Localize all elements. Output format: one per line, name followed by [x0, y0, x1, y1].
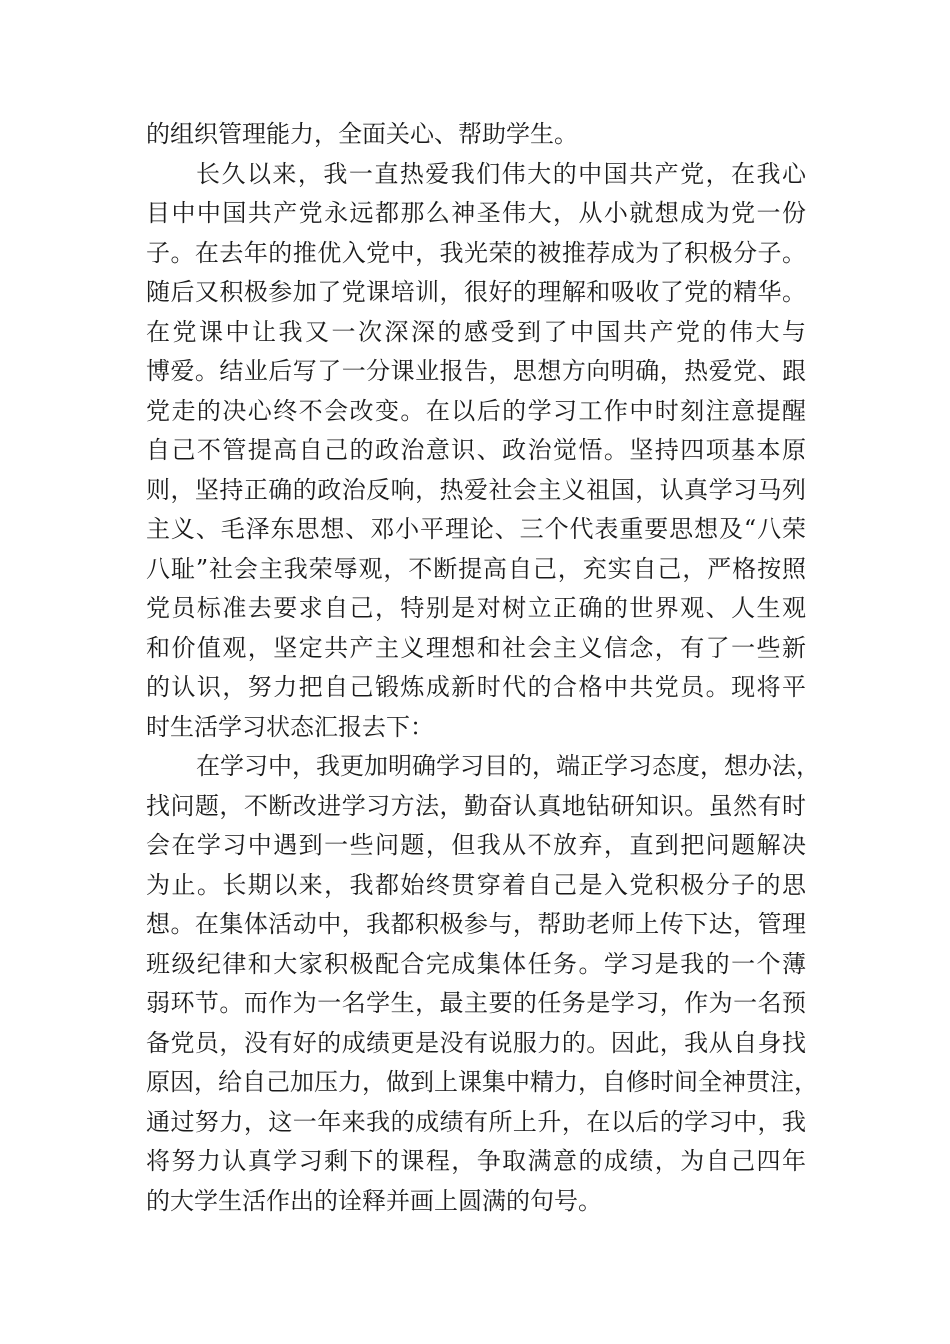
text-line: 会在学习中遇到一些问题，但我从不放弃，直到把问题解决 — [146, 831, 806, 859]
text-line: 弱环节。而作为一名学生，最主要的任务是学习，作为一名预 — [146, 989, 806, 1017]
text-line: 党员标准去要求自己，特别是对树立正确的世界观、人生观 — [146, 594, 806, 622]
text-line: 目中中国共产党永远都那么神圣伟大，从小就想成为党一份 — [146, 199, 806, 227]
text-line: 的认识，努力把自己锻炼成新时代的合格中共党员。现将平 — [146, 673, 806, 701]
text-line: 找问题，不断改进学习方法，勤奋认真地钻研知识。虽然有时 — [146, 791, 806, 820]
text-line: 在党课中让我又一次深深的感受到了中国共产党的伟大与 — [146, 317, 806, 346]
text-line: 则，坚持正确的政治反响，热爱社会主义祖国，认真学习马列 — [146, 475, 806, 504]
text-line: 想。在集体活动中，我都积极参与，帮助老师上传下达，管理 — [146, 910, 806, 938]
text-line: 原因，给自己加压力，做到上课集中精力，自修时间全神贯注， — [146, 1068, 818, 1096]
text-line: 的大学生活作出的诠释并画上圆满的句号。 — [146, 1186, 602, 1215]
text-line: 在学习中，我更加明确学习目的，端正学习态度，想办法， — [196, 752, 820, 780]
text-line: 长久以来，我一直热爱我们伟大的中国共产党，在我心 — [196, 159, 806, 188]
text-line: 子。在去年的推优入党中，我光荣的被推荐成为了积极分子。 — [146, 238, 806, 267]
text-line: 党走的决心终不会改变。在以后的学习工作中时刻注意提醒 — [146, 396, 806, 425]
text-line: 时生活学习状态汇报去下： — [146, 712, 434, 741]
text-line: 自己不管提高自己的政治意识、政治觉悟。坚持四项基本原 — [146, 436, 806, 464]
text-line: 为止。长期以来，我都始终贯穿着自己是入党积极分子的思 — [146, 870, 806, 899]
text-line: 通过努力，这一年来我的成绩有所上升，在以后的学习中，我 — [146, 1107, 806, 1136]
text-line: 将努力认真学习剩下的课程，争取满意的成绩，为自己四年 — [146, 1147, 806, 1175]
paragraph — [146, 155, 806, 748]
text-line: 八耻”社会主我荣辱观，不断提高自己，充实自己，严格按照 — [146, 554, 806, 583]
text-line: 和价值观，坚定共产主义理想和社会主义信念，有了一些新 — [146, 633, 806, 662]
text-line: 班级纪律和大家积极配合完成集体任务。学习是我的一个薄 — [146, 949, 806, 978]
paragraph — [146, 747, 820, 1221]
text-line: 随后又积极参加了党课培训，很好的理解和吸收了党的精华。 — [146, 278, 806, 306]
text-line: 主义、毛泽东思想、邓小平理论、三个代表重要思想及“八荣 — [146, 515, 806, 543]
document-body — [146, 115, 820, 1221]
text-line: 的组织管理能力，全面关心、帮助学生。 — [146, 120, 578, 148]
text-line: 博爱。结业后写了一分课业报告，思想方向明确，热爱党、跟 — [146, 357, 806, 385]
paragraph — [146, 115, 806, 155]
text-line: 备党员，没有好的成绩更是没有说服力的。因此，我从自身找 — [146, 1028, 806, 1057]
